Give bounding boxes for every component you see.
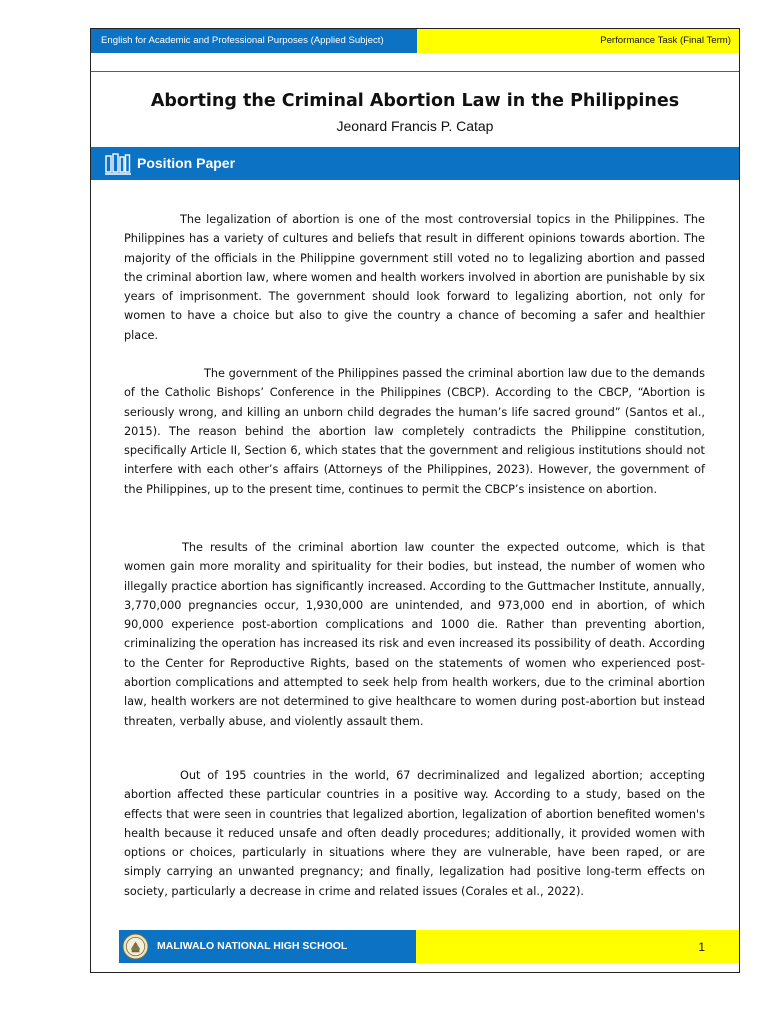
document-page [90, 28, 740, 973]
paragraph-1: The legalization of abortion is one of the most controversial topics in the Philippines. The Philippines has a variety of cultures and beliefs that result in different opinions towards abortion. The majority of the officials in the Philippine government still voted no to legalizing abortion and passed the criminal abortion law, where women and health workers involved in abortion are punishable by six years of imprisonment. The government should look forward to legalizing abortion, not only for women to have a choice but also to give the country a chance of becoming a safer and healthier place. [124, 213, 705, 342]
header-task: Performance Task (Final Term) [417, 29, 739, 53]
footer-page-bar [416, 930, 739, 963]
paragraph-2: The government of the Philippines passed the criminal abortion law due to the demands of the Catholic Bishops’ Conference in the Philippines (CBCP). According to the CBCP, “Abortion is seriously wrong, and killing an unborn child degrades the human’s life sacred ground” (Santos et al., 2015). The reason behind the abortion law completely contradicts the Philippine constitution, specifically Article II, Section 6, which states that the government and religious institutions should not interfere with each other’s affairs (Attorneys of the Philippines, 2023). However, the government of the Philippines, up to the present time, continues to permit the CBCP’s insistence on abortion. [124, 367, 705, 496]
section-label: Position Paper [137, 155, 236, 171]
paragraph-3: The results of the criminal abortion law counter the expected outcome, which is that women gain more morality and spirituality for their bodies, but instead, the number of women who illegally practice abortion has significantly increased. According to the Guttmacher Institute, annually, 3,770,000 pregnancies occur, 1,930,000 are unintended, and 973,000 end in abortion, of which 90,000 experience post-abortion complications and 1000 die. Rather than preventing abortion, criminalizing the operation has increased its risk and even increased its possibility of death. According to the Center for Reproductive Rights, based on the statements of women who experienced post-abortion complications and attempted to seek help from health workers, due to the criminal abortion law, health workers are not determined to give healthcare to women during post-abortion but instead threaten, verbally abuse, and violently assault them. [124, 541, 705, 728]
footer-school-bar [119, 930, 416, 963]
section-header [91, 147, 739, 180]
page-number: 1 [698, 940, 705, 954]
document-author: Jeonard Francis P. Catap [336, 118, 494, 134]
header-divider [91, 71, 739, 72]
school-name: MALIWALO NATIONAL HIGH SCHOOL [157, 940, 348, 952]
paragraph-4: Out of 195 countries in the world, 67 decriminalized and legalized abortion; accepting abortion affected these particular countries in a positive way. According to a study, based on the effects that were seen in countries that legalized abortion, legalization of abortion benefited women's health because it reduced unsafe and often deadly procedures; additionally, it provided women with options or choices, particularly in situations where they are vulnerable, have been raped, or are simply carrying an unwanted pregnancy; and finally, legalization had positive long-term effects on society, particularly a decrease in crime and related issues (Corales et al., 2022). [124, 769, 705, 898]
header-subject: English for Academic and Professional Purposes (Applied Subject) [91, 29, 417, 53]
books-icon [105, 153, 131, 175]
school-seal-icon [122, 933, 149, 960]
document-title: Aborting the Criminal Abortion Law in the Philippines [150, 91, 680, 111]
